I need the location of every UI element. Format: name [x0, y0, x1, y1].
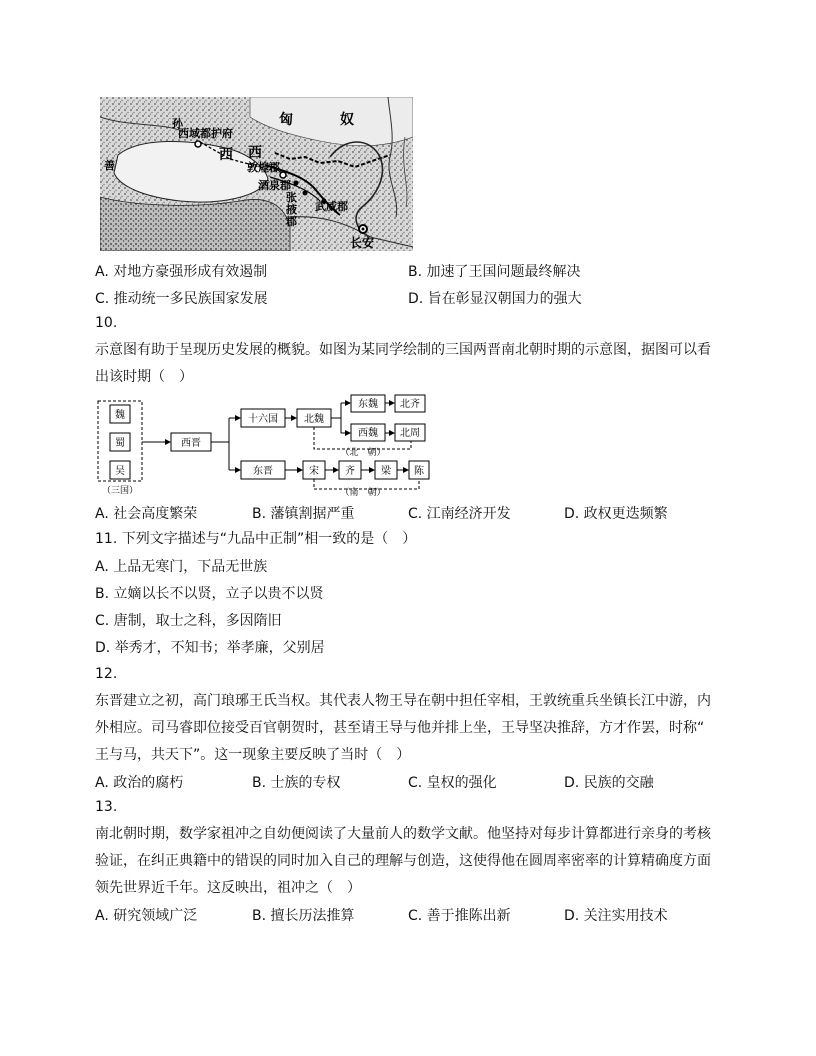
dynasty-flow-diagram: [95, 393, 430, 497]
q12-stem-line-3: 王与马，共天下”。这一现象主要反映了当时（ ）: [95, 747, 411, 763]
q11-option-c[interactable]: C. 唐制，取士之科，多因隋旧: [95, 613, 282, 629]
map-label-sun: 孙: [172, 117, 183, 130]
dunhuang-marker: [280, 172, 286, 178]
diagram-sanguo: （三国）: [101, 486, 139, 496]
svg-text:张: 张: [286, 191, 297, 204]
q13-option-d[interactable]: D. 关注实用技术: [564, 908, 668, 924]
map-label-jiuquan: 酒泉郡: [258, 179, 291, 192]
diagram-shiliuguo: 十六国: [248, 414, 278, 425]
q10-option-c[interactable]: C. 江南经济开发: [408, 506, 511, 522]
q9-option-c[interactable]: C. 推动统一多民族国家发展: [95, 291, 268, 307]
q12-stem-line-1: 东晋建立之初，高门琅琊王氏当权。其代表人物王导在朝中担任宰相，王敦统重兵坐镇长江中游，内: [95, 693, 711, 709]
q11-option-b[interactable]: B. 立嫡以长不以贤，立子以贵不以贤: [95, 586, 324, 602]
map-label-dunhuang: 敦煌郡: [247, 161, 280, 174]
q12-option-c[interactable]: C. 皇权的强化: [408, 775, 497, 791]
map-label-xiyu: 西域都护府: [178, 127, 233, 140]
q10-option-d[interactable]: D. 政权更迭频繁: [564, 506, 668, 522]
q9-option-a[interactable]: A. 对地方豪强形成有效遏制: [95, 264, 268, 280]
q11-option-d[interactable]: D. 举秀才，不知书；举孝廉，父别居: [95, 640, 325, 656]
diagram-wu: 吴: [115, 466, 125, 477]
map-label-changan: 长安: [350, 236, 375, 250]
map-label-zhangye: [285, 190, 297, 228]
q12-number: 12.: [95, 666, 118, 682]
q9-option-d[interactable]: D. 旨在彰显汉朝国力的强大: [408, 291, 582, 307]
q13-option-c[interactable]: C. 善于推陈出新: [408, 908, 511, 924]
svg-text:郡: 郡: [286, 215, 297, 228]
q12-stem-line-2: 外相应。司马睿即位接受百官朝贺时，甚至请王导与他并排上坐，王导坚决推辞，方才作罢，时称“: [95, 720, 705, 736]
diagram-beizhou: 北周: [400, 428, 420, 439]
q13-option-b[interactable]: B. 擅长历法推算: [252, 908, 355, 924]
diagram-wei: 魏: [115, 410, 125, 421]
q10-option-a[interactable]: A. 社会高度繁荣: [95, 506, 198, 522]
q11-stem: 11. 下列文字描述与“九品中正制”相一致的是（ ）: [95, 531, 417, 547]
map-label-shan: 善: [104, 159, 115, 172]
diagram-xiwei: 西魏: [358, 428, 378, 439]
han-western-regions-map: [100, 97, 413, 251]
diagram-xijin: 西晋: [181, 438, 201, 449]
q12-option-b[interactable]: B. 士族的专权: [252, 775, 341, 791]
diagram-dongwei: 东魏: [358, 399, 378, 410]
diagram-chen: 陈: [414, 466, 424, 477]
svg-text:掖: 掖: [286, 203, 297, 216]
diagram-song: 宋: [309, 466, 319, 477]
diagram-beiwei: 北魏: [304, 414, 324, 425]
zhangye-marker: [303, 191, 308, 196]
q10-option-b[interactable]: B. 藩镇割据严重: [252, 506, 355, 522]
map-graphic: [100, 97, 413, 251]
map-label-wuwei: 武威郡: [315, 200, 348, 213]
q9-option-b[interactable]: B. 加速了王国问题最终解决: [408, 264, 581, 280]
q13-stem-line-1: 南北朝时期，数学家祖冲之自幼便阅读了大量前人的数学文献。他坚持对每步计算都进行亲身的考核: [95, 826, 711, 842]
map-label-xiongnu-2: 奴: [340, 112, 354, 128]
q13-stem-line-2: 验证，在纠正典籍中的错误的同时加入自己的理解与创造，这使得他在圆周率密率的计算精确度方面: [95, 853, 711, 869]
q10-stem-line-1: 示意图有助于呈现历史发展的概貌。如图为某同学绘制的三国两晋南北朝时期的示意图，据图可以看: [95, 342, 711, 358]
q12-option-d[interactable]: D. 民族的交融: [564, 775, 654, 791]
diagram-beichao: （北 朝）: [340, 448, 386, 458]
q13-number: 13.: [95, 799, 118, 815]
diagram-liang: 梁: [381, 466, 391, 477]
diagram-dongjin: 东晋: [253, 466, 273, 477]
q12-option-a[interactable]: A. 政治的腐朽: [95, 775, 184, 791]
diagram-beiqi: 北齐: [400, 399, 420, 410]
q13-stem-line-3: 领先世界近千年。这反映出，祖冲之（ ）: [95, 880, 361, 896]
xiyu-marker: [195, 141, 201, 147]
jiuquan-marker: [294, 181, 299, 186]
q10-number: 10.: [95, 315, 118, 331]
q13-option-a[interactable]: A. 研究领域广泛: [95, 908, 198, 924]
q11-option-a[interactable]: A. 上品无寒门，下品无世族: [95, 559, 268, 575]
map-label-xiongnu-1: 匈: [279, 112, 293, 128]
map-label-west-1: 西: [219, 147, 233, 163]
diagram-nanchao: （南 朝）: [340, 488, 386, 497]
map-label-west-2: 西: [248, 145, 262, 161]
q10-stem-line-2: 出该时期（ ）: [95, 369, 193, 385]
diagram-qi: 齐: [345, 466, 355, 477]
diagram-shu: 蜀: [115, 438, 125, 449]
